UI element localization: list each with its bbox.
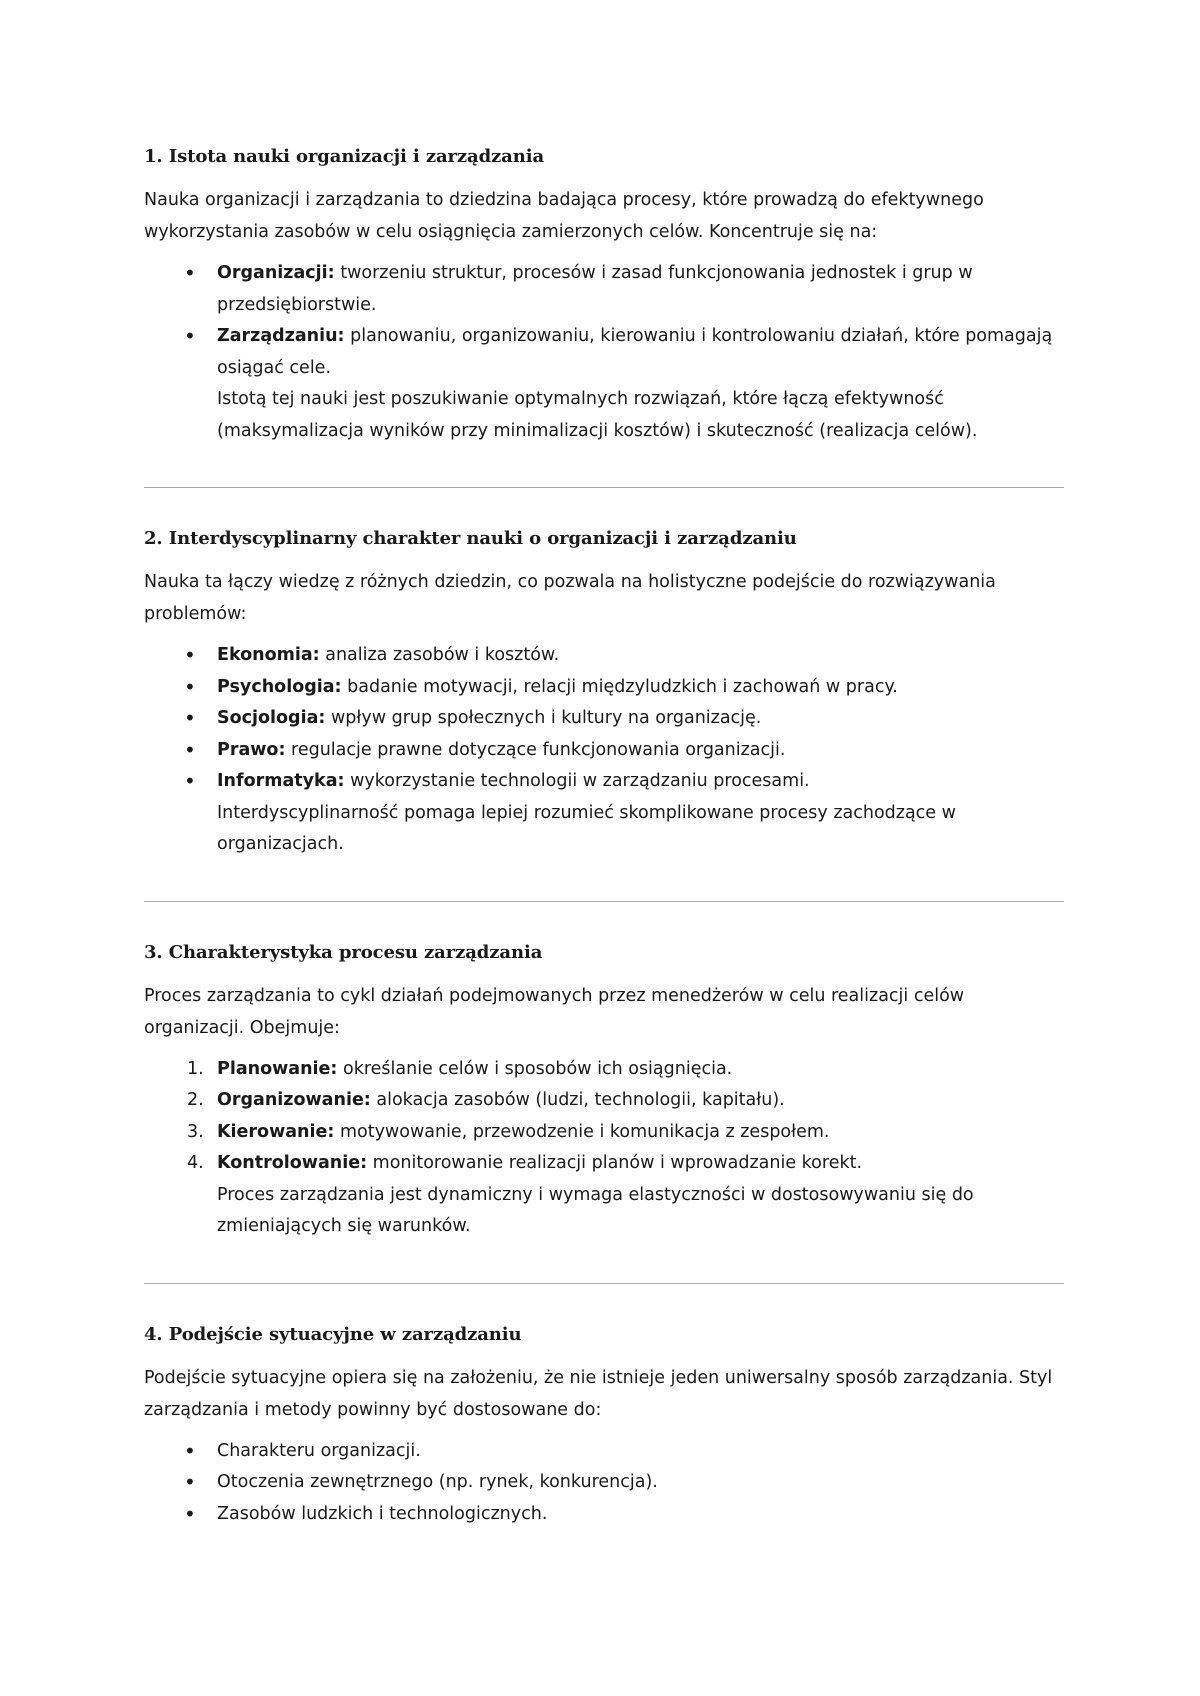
item-text: badanie motywacji, relacji międzyludzkich i zachowań w pracy.: [341, 676, 898, 697]
item-text: alokacja zasobów (ludzi, technologii, kapitału).: [370, 1090, 785, 1110]
item-label: Ekonomia:: [217, 645, 320, 665]
list-item: [187, 1054, 1064, 1086]
item-text: tworzeniu struktur, procesów i zasad funkcjonowania jednostek i grup w przedsiębiorstwie.: [217, 263, 973, 315]
section-2: [144, 526, 1064, 861]
item-label: Socjologia:: [217, 708, 326, 728]
item-label: Kontrolowanie:: [217, 1153, 368, 1173]
list-item: [217, 703, 1064, 735]
item-text: wpływ grup społecznych i kultury na organizację.: [325, 708, 762, 728]
item-label: Psychologia:: [217, 676, 342, 697]
item-text: Zasobów ludzkich i technologicznych.: [217, 1503, 548, 1524]
item-label: Zarządzaniu:: [217, 326, 345, 346]
item-label: Kierowanie:: [217, 1121, 335, 1142]
item-text: regulacje prawne dotyczące funkcjonowania organizacji.: [285, 739, 786, 760]
list-item: [217, 672, 1064, 704]
item-text: planowaniu, organizowaniu, kierowaniu i kontrolowaniu działań, które pomagają osiągać cele.: [217, 326, 1053, 378]
item-label: Informatyka:: [217, 771, 345, 791]
list-item: [217, 258, 1064, 321]
item-text: określanie celów i sposobów ich osiągnięcia.: [337, 1058, 733, 1079]
section-note: Interdyscyplinarność pomaga lepiej rozumieć skomplikowane procesy zachodzące w organizacjach.: [217, 802, 956, 854]
item-label: Prawo:: [217, 739, 286, 760]
section-note: Istotą tej nauki jest poszukiwanie optymalnych rozwiązań, które łączą efektywność (maksymalizacja wyników przy minimalizacji kosztów) i skuteczność (realizacja celów).: [217, 389, 978, 441]
numbered-list: [144, 1054, 1064, 1243]
list-item: [187, 1117, 1064, 1149]
section-4: [144, 1322, 1064, 1531]
list-item: [187, 1148, 1064, 1243]
item-number: 1.: [187, 1058, 204, 1079]
bullet-list: [144, 258, 1064, 447]
section-3: [144, 940, 1064, 1243]
bullet-list: [144, 640, 1064, 861]
list-item: [217, 1436, 1064, 1468]
section-intro: Nauka organizacji i zarządzania to dziedzina badająca procesy, które prowadzą do efektywnego wykorzystania zasobów w celu osiągnięcia zamierzonych celów. Koncentruje się na:: [144, 190, 984, 242]
item-text: Charakteru organizacji.: [217, 1440, 421, 1461]
section-intro: Nauka ta łączy wiedzę z różnych dziedzin, co pozwala na holistyczne podejście do rozwiązywania problemów:: [144, 572, 996, 624]
list-item: [217, 640, 1064, 672]
section-heading: 3. Charakterystyka procesu zarządzania: [144, 941, 543, 963]
bullet-list: [144, 1436, 1064, 1531]
item-number: 3.: [187, 1121, 204, 1142]
item-text: wykorzystanie technologii w zarządzaniu procesami.: [344, 771, 810, 791]
item-number: 2.: [187, 1090, 204, 1110]
item-label: Organizowanie:: [217, 1090, 371, 1110]
section-divider: [144, 901, 1064, 902]
list-item: [217, 766, 1064, 861]
item-number: 4.: [187, 1153, 204, 1173]
item-text: motywowanie, przewodzenie i komunikacja z zespołem.: [334, 1121, 830, 1142]
section-intro: Podejście sytuacyjne opiera się na założeniu, że nie istnieje jeden uniwersalny sposób zarządzania. Styl zarządzania i metody powinny być dostosowane do:: [144, 1367, 1053, 1420]
section-divider: [144, 1283, 1064, 1284]
list-item: [217, 1499, 1064, 1531]
item-label: Planowanie:: [217, 1058, 338, 1079]
item-text: Otoczenia zewnętrznego (np. rynek, konkurencja).: [217, 1472, 658, 1492]
section-heading: 4. Podejście sytuacyjne w zarządzaniu: [144, 1323, 522, 1345]
list-item: [217, 321, 1064, 447]
list-item: [217, 1467, 1064, 1499]
list-item: [187, 1085, 1064, 1117]
section-heading: 1. Istota nauki organizacji i zarządzania: [144, 146, 545, 167]
section-1: [144, 144, 1064, 447]
section-note: Proces zarządzania jest dynamiczny i wymaga elastyczności w dostosowywaniu się do zmieniających się warunków.: [217, 1184, 974, 1236]
section-heading: 2. Interdyscyplinarny charakter nauki o organizacji i zarządzaniu: [144, 528, 797, 549]
section-intro: Proces zarządzania to cykl działań podejmowanych przez menedżerów w celu realizacji celów organizacji. Obejmuje:: [144, 985, 965, 1038]
list-item: [217, 735, 1064, 767]
item-text: analiza zasobów i kosztów.: [319, 645, 560, 665]
section-divider: [144, 487, 1064, 488]
item-text: monitorowanie realizacji planów i wprowadzanie korekt.: [367, 1153, 863, 1173]
item-label: Organizacji:: [217, 263, 335, 283]
